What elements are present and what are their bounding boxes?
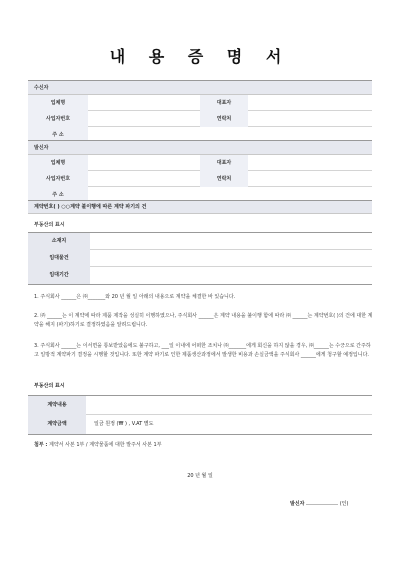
property-table — [28, 232, 372, 285]
sender-section — [28, 140, 372, 204]
recipient-ceo-field[interactable] — [252, 95, 370, 111]
sender-signature — [290, 500, 348, 507]
recipient-section — [28, 80, 372, 144]
recipient-bizno-label: 사업자번호 — [28, 111, 88, 127]
property-item-label: 임대물건 — [28, 250, 90, 267]
sender-ceo-label: 대표자 — [200, 155, 248, 171]
sender-company-field[interactable] — [92, 155, 196, 171]
property-title: 부동산의 표시 — [34, 222, 65, 228]
property2-title: 부동산의 표시 — [34, 383, 65, 389]
contract-amount-value: 일금 원정 (₩ ) , V.AT 별도 — [94, 421, 154, 427]
property-period-label: 임대기간 — [28, 267, 90, 284]
sender-header: 발신자 — [28, 141, 372, 155]
signature-blank[interactable] — [306, 500, 338, 505]
document-title: 내 용 증 명 서 — [109, 47, 291, 66]
sender-row-company — [28, 155, 372, 171]
recipient-contact-field[interactable] — [252, 111, 370, 127]
sender-bizno-field[interactable] — [92, 171, 196, 187]
recipient-company-field[interactable] — [92, 95, 196, 111]
sender-bizno-label: 사업자번호 — [28, 171, 88, 187]
paragraph-3: 3. 주식회사 ______는 이서면을 통보받았음에도 불구하고, ___일 이내에 어떠한 조치나 ㈜_______에게 회신을 하지 않을 경우, ㈜______는 수긍으로 간주하고 일방적 계약파기 결정을 시행할 것입니다. 또한 계약 파기로 인한 제품생산과정에서 발생한 비용과 손실금액을 주식회사 ______에게 청구할 예정입니다. — [34, 343, 371, 358]
contract-amount-label: 계약금액 — [28, 415, 86, 434]
contract-amount-row — [28, 415, 372, 434]
attachment-line — [34, 441, 162, 448]
property-location-label: 소재지 — [28, 233, 90, 250]
recipient-row-company — [28, 95, 372, 111]
recipient-row-bizno — [28, 111, 372, 127]
sender-signature-label: 발신자 — [290, 501, 305, 507]
seal-mark: (인) — [339, 501, 349, 507]
recipient-contact-label: 연락처 — [200, 111, 248, 127]
contract-table — [28, 395, 372, 435]
recipient-header: 수신자 — [28, 81, 372, 95]
property-row-item — [28, 250, 372, 267]
property-row-period — [28, 267, 372, 284]
recipient-address-label: 주 소 — [28, 127, 88, 143]
attachment-text: 계약서 사본 1부 / 계약물품에 대한 발주서 사본 1부 — [49, 442, 162, 448]
contract-subject: 계약번호( ) ○○계약 불이행에 따른 계약 파기의 건 — [28, 200, 372, 214]
contract-content-row — [28, 396, 372, 415]
recipient-company-label: 업체명 — [28, 95, 88, 111]
document-date: 20 년 월 일 — [187, 473, 213, 479]
paragraph-2: 2. ㈜ ______는 이 계약에 따라 제품 제작을 성실히 이행하였으나, 주식회사 ______은 계약 내용을 불이행 함에 따라 ㈜ ______는 계약번호( )의 건에 대한 계약을 해지 (파기)하기로 결정하였음을 알려드립니다. — [34, 313, 373, 328]
sender-company-label: 업체명 — [28, 155, 88, 171]
recipient-bizno-field[interactable] — [92, 111, 196, 127]
contract-content-label: 계약내용 — [28, 396, 86, 415]
sender-contact-label: 연락처 — [200, 171, 248, 187]
paragraph-1: 1. 주식회사 ______은 ㈜_______와 20 년 월 일 아래의 내용으로 계약을 체결한 바 있습니다. — [34, 294, 236, 300]
recipient-ceo-label: 대표자 — [200, 95, 248, 111]
sender-address-label: 주 소 — [28, 187, 88, 203]
sender-row-bizno — [28, 171, 372, 187]
attachment-label: 첨부 : — [34, 442, 48, 448]
property-row-location — [28, 233, 372, 250]
sender-ceo-field[interactable] — [252, 155, 370, 171]
sender-contact-field[interactable] — [252, 171, 370, 187]
